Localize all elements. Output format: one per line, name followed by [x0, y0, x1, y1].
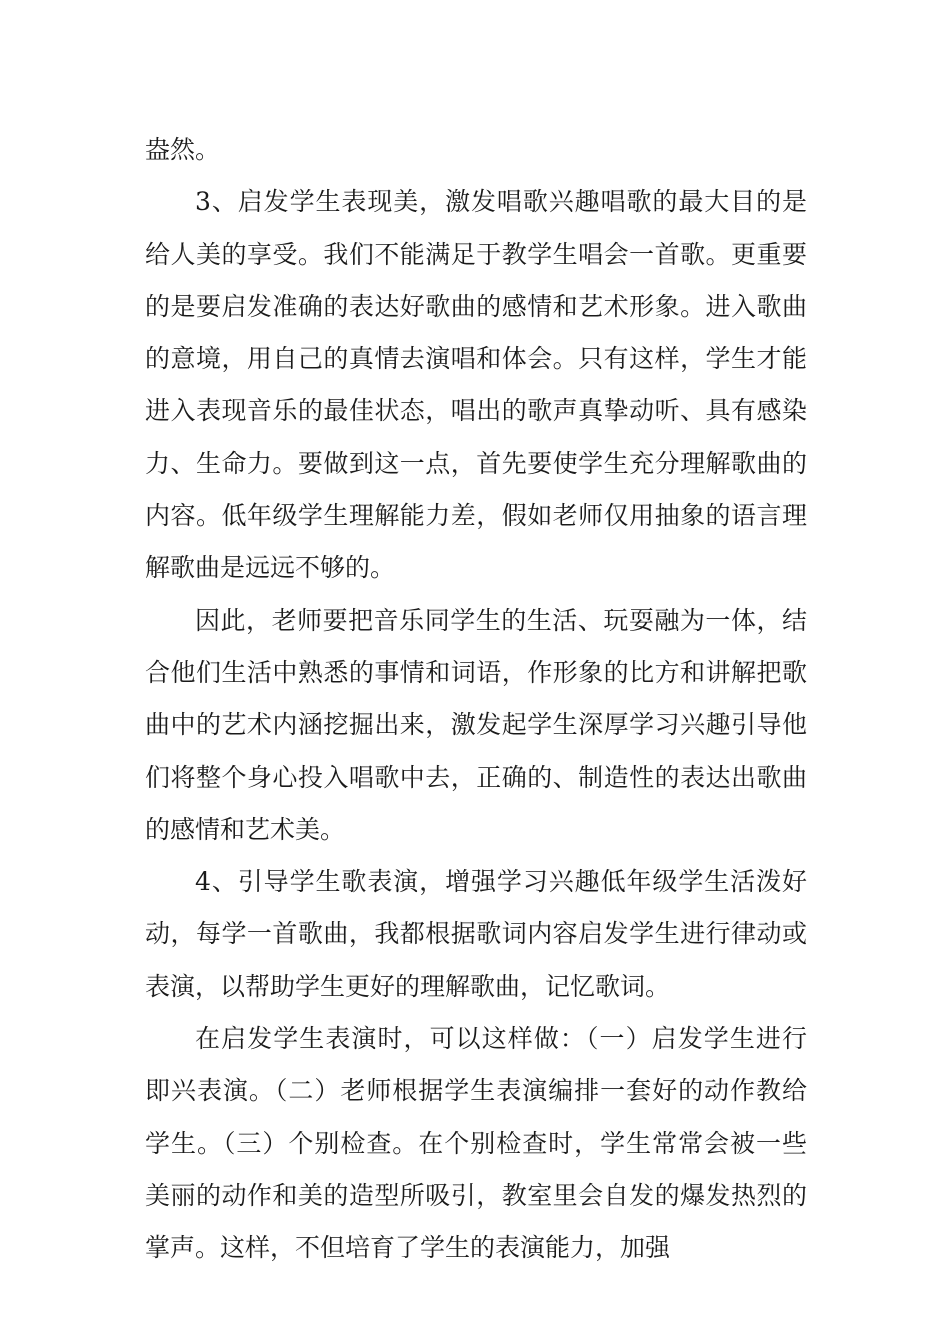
document-body — [145, 124, 807, 1275]
paragraph-section-4: 4、引导学生歌表演，增强学习兴趣低年级学生活泼好动，每学一首歌曲，我都根据歌词内容启发学生进行律动或表演，以帮助学生更好的理解歌曲，记忆歌词。 — [145, 867, 807, 1001]
paragraph-performance-steps: 在启发学生表演时，可以这样做：（一）启发学生进行即兴表演。（二）老师根据学生表演编排一套好的动作教给学生。（三）个别检查。在个别检查时，学生常常会被一些美丽的动作和美的造型所吸引，教室里会自发的爆发热烈的掌声。这样，不但培育了学生的表演能力，加强 — [145, 1024, 807, 1263]
paragraph-section-3: 3、启发学生表现美，激发唱歌兴趣唱歌的最大目的是给人美的享受。我们不能满足于教学生唱会一首歌。更重要的是要启发准确的表达好歌曲的感情和艺术形象。进入歌曲的意境，用自己的真情去演唱和体会。只有这样，学生才能进入表现音乐的最佳状态，唱出的歌声真挚动听、具有感染力、生命力。要做到这一点，首先要使学生充分理解歌曲的内容。低年级学生理解能力差，假如老师仅用抽象的语言理解歌曲是远远不够的。 — [145, 187, 807, 583]
paragraph-therefore: 因此，老师要把音乐同学生的生活、玩耍融为一体，结合他们生活中熟悉的事情和词语，作形象的比方和讲解把歌曲中的艺术内涵挖掘出来，激发起学生深厚学习兴趣引导他们将整个身心投入唱歌中去，正确的、制造性的表达出歌曲的感情和艺术美。 — [145, 605, 807, 844]
paragraph-continuation: 盎然。 — [145, 135, 221, 164]
